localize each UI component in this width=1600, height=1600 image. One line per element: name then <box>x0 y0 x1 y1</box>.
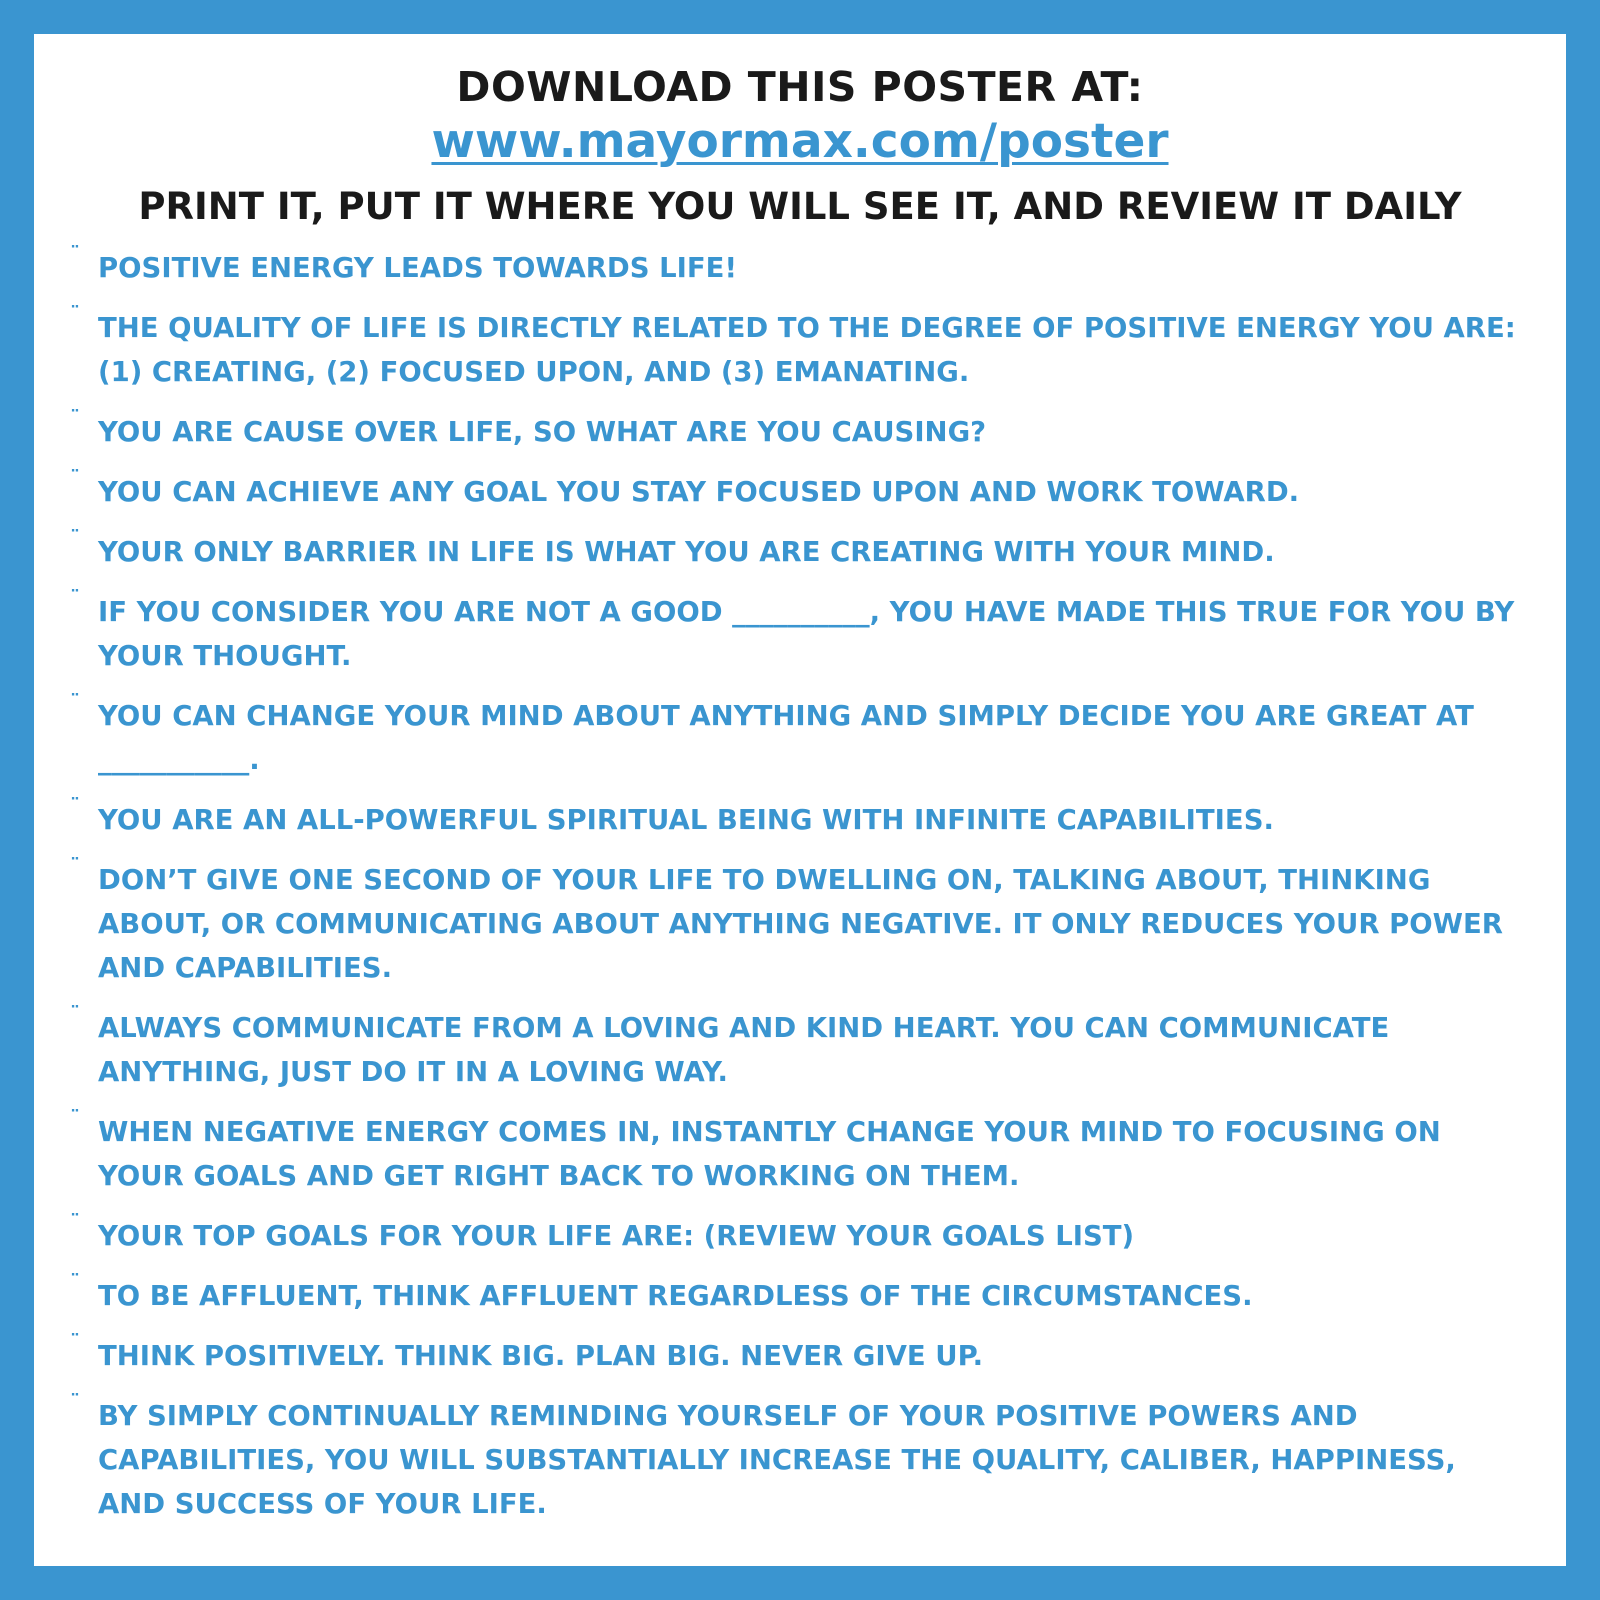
list-item <box>34 242 1526 290</box>
list-item <box>34 1210 1526 1258</box>
bullet-icon: ¨ <box>70 1106 80 1130</box>
poster-header <box>34 34 1566 232</box>
list-item-text: YOU ARE AN ALL-POWERFUL SPIRITUAL BEING WITH INFINITE CAPABILITIES. <box>98 804 1274 836</box>
bullet-icon: ¨ <box>70 242 80 266</box>
list-item-text: THE QUALITY OF LIFE IS DIRECTLY RELATED TO THE DEGREE OF POSITIVE ENERGY YOU ARE: (1) CREATING, (2) FOCUSED UPON, AND (3) EMANATING. <box>98 312 1516 388</box>
bullet-icon: ¨ <box>70 1002 80 1026</box>
list-item <box>34 1330 1526 1378</box>
download-heading: DOWNLOAD THIS POSTER AT: <box>456 63 1144 111</box>
list-item <box>34 794 1526 842</box>
list-item <box>34 526 1526 574</box>
list-item <box>34 1390 1526 1526</box>
list-item <box>34 1106 1526 1198</box>
list-item-text: POSITIVE ENERGY LEADS TOWARDS LIFE! <box>98 252 737 284</box>
bullet-icon: ¨ <box>70 406 80 430</box>
list-item-text: ALWAYS COMMUNICATE FROM A LOVING AND KIND HEART. YOU CAN COMMUNICATE ANYTHING, JUST DO IT IN A LOVING WAY. <box>98 1012 1390 1088</box>
list-item-text: DON’T GIVE ONE SECOND OF YOUR LIFE TO DWELLING ON, TALKING ABOUT, THINKING ABOUT, OR COMMUNICATING ABOUT ANYTHING NEGATIVE. IT ONLY REDUCES YOUR POWER AND CAPABILITIES. <box>98 864 1503 984</box>
list-item-text: YOUR TOP GOALS FOR YOUR LIFE ARE: (REVIEW YOUR GOALS LIST) <box>98 1220 1135 1252</box>
list-item-text: YOU ARE CAUSE OVER LIFE, SO WHAT ARE YOU CAUSING? <box>98 416 987 448</box>
bullet-icon: ¨ <box>70 1330 80 1354</box>
list-item <box>34 406 1526 454</box>
bullet-icon: ¨ <box>70 690 80 714</box>
bullet-icon: ¨ <box>70 586 80 610</box>
poster-url-link[interactable]: www.mayormax.com/poster <box>431 114 1169 169</box>
list-item-text: YOU CAN ACHIEVE ANY GOAL YOU STAY FOCUSED UPON AND WORK TOWARD. <box>98 476 1300 508</box>
list-item <box>34 854 1526 990</box>
list-item-text: WHEN NEGATIVE ENERGY COMES IN, INSTANTLY CHANGE YOUR MIND TO FOCUSING ON YOUR GOALS AND GET RIGHT BACK TO WORKING ON THEM. <box>98 1116 1441 1192</box>
bullet-icon: ¨ <box>70 854 80 878</box>
bullet-icon: ¨ <box>70 526 80 550</box>
list-item <box>34 466 1526 514</box>
bullet-icon: ¨ <box>70 302 80 326</box>
instructions-heading: PRINT IT, PUT IT WHERE YOU WILL SEE IT, AND REVIEW IT DAILY <box>138 185 1462 228</box>
bullet-icon: ¨ <box>70 1390 80 1414</box>
bullet-icon: ¨ <box>70 466 80 490</box>
list-item-text: IF YOU CONSIDER YOU ARE NOT A GOOD __________, YOU HAVE MADE THIS TRUE FOR YOU BY YOUR THOUGHT. <box>98 596 1515 672</box>
list-item-text: BY SIMPLY CONTINUALLY REMINDING YOURSELF OF YOUR POSITIVE POWERS AND CAPABILITIES, YOU WILL SUBSTANTIALLY INCREASE THE QUALITY, CALIBER, HAPPINESS, AND SUCCESS OF YOUR LIFE. <box>98 1400 1456 1520</box>
list-item <box>34 1002 1526 1094</box>
list-item <box>34 690 1526 782</box>
bullet-icon: ¨ <box>70 1270 80 1294</box>
poster-card <box>34 34 1566 1566</box>
list-item <box>34 302 1526 394</box>
list-item <box>34 1270 1526 1318</box>
list-item-text: THINK POSITIVELY. THINK BIG. PLAN BIG. NEVER GIVE UP. <box>98 1340 984 1372</box>
bullet-icon: ¨ <box>70 1210 80 1234</box>
list-item <box>34 586 1526 678</box>
list-item-text: TO BE AFFLUENT, THINK AFFLUENT REGARDLESS OF THE CIRCUMSTANCES. <box>98 1280 1253 1312</box>
affirmation-list <box>34 242 1566 1526</box>
bullet-icon: ¨ <box>70 794 80 818</box>
list-item-text: YOU CAN CHANGE YOUR MIND ABOUT ANYTHING AND SIMPLY DECIDE YOU ARE GREAT AT ___________. <box>98 700 1474 776</box>
list-item-text: YOUR ONLY BARRIER IN LIFE IS WHAT YOU ARE CREATING WITH YOUR MIND. <box>98 536 1275 568</box>
